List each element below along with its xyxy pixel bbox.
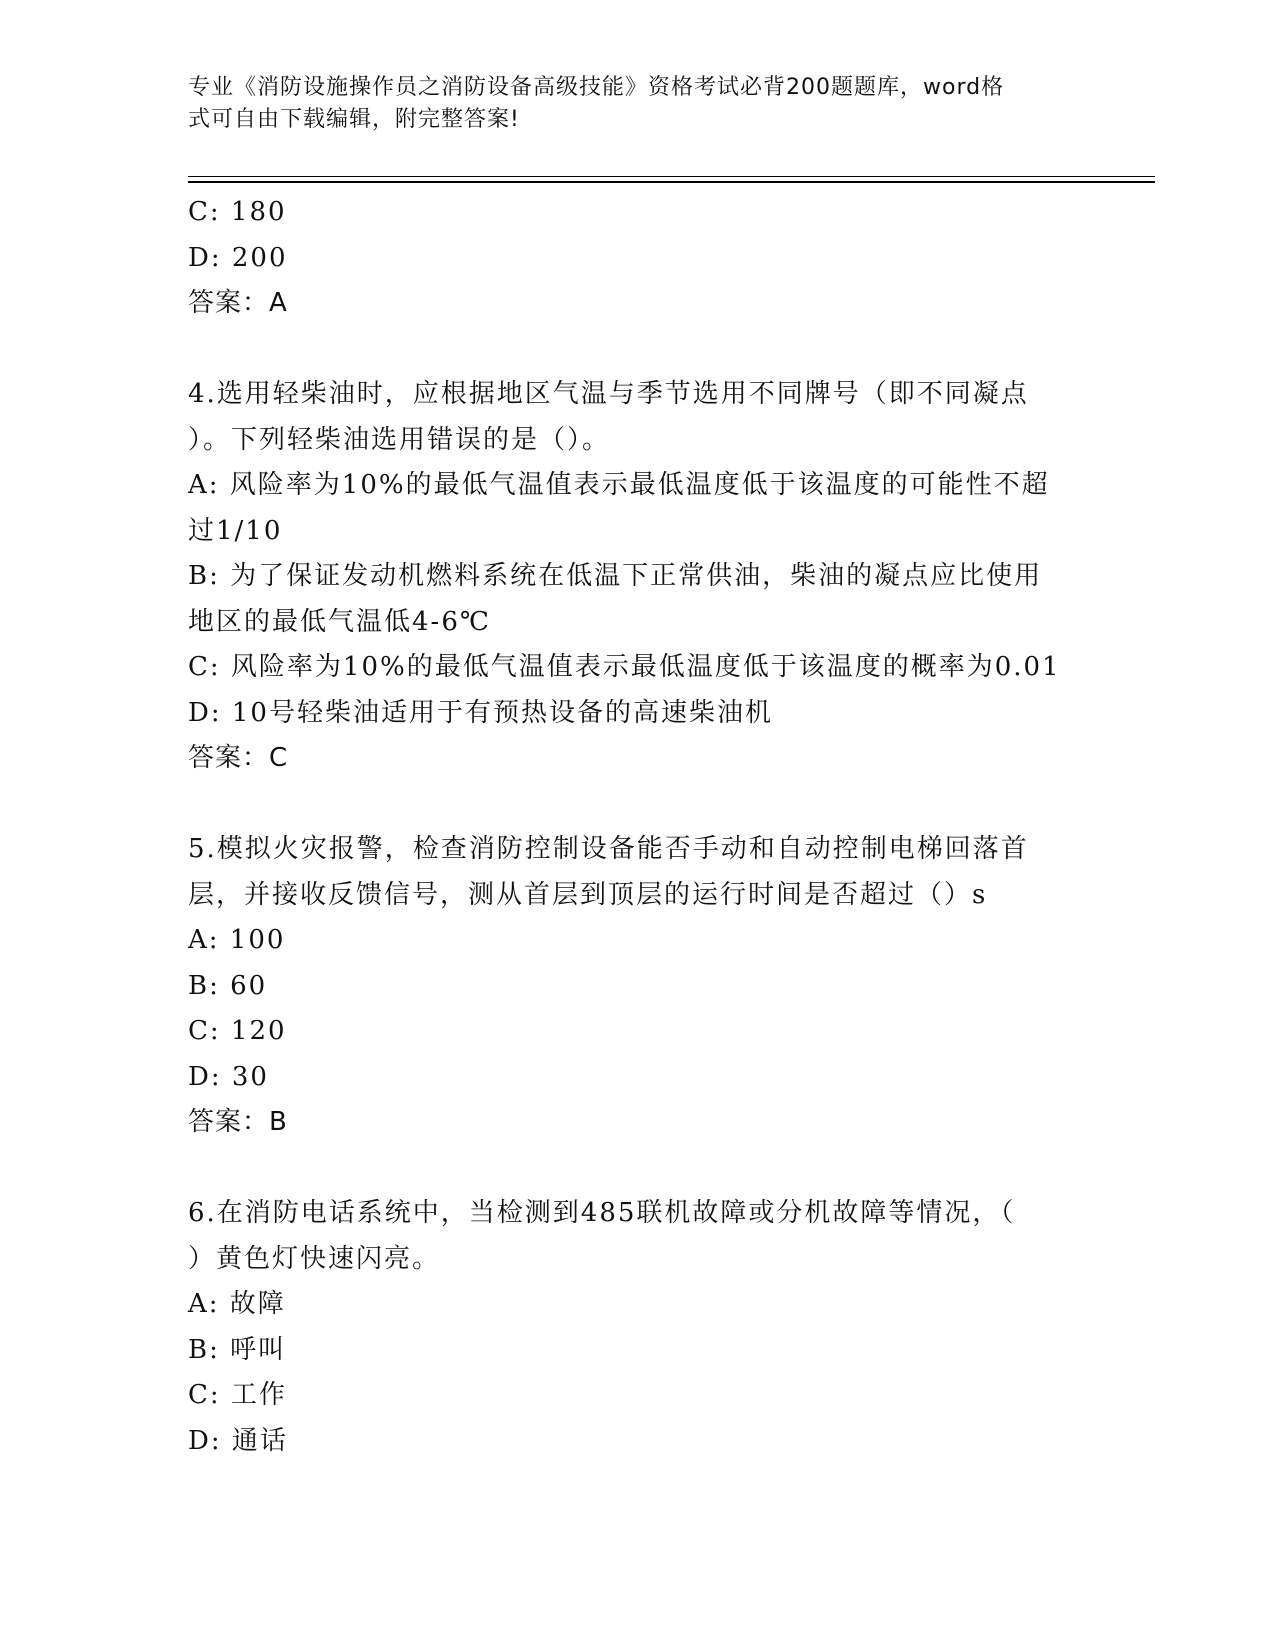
question-stem: ）。下列轻柴油选用错误的是（）。 — [188, 424, 611, 455]
option-b: B: 为了保证发动机燃料系统在低温下正常供油，柴油的凝点应比使用 — [188, 561, 1043, 591]
question-4 — [188, 372, 1088, 782]
question-stem: ）黄色灯快速闪亮。 — [188, 1243, 441, 1274]
option-c: C: 180 — [188, 197, 287, 227]
header-title-line-1: 专业《消防设施操作员之消防设备高级技能》资格考试必背200题题库，word格 — [188, 75, 1005, 100]
header-rule-thick — [188, 181, 1155, 183]
option-b: B: 呼叫 — [188, 1334, 287, 1365]
question-6 — [188, 1191, 1088, 1464]
header-rule-thin — [188, 176, 1155, 177]
answer-text: 答案：C — [188, 743, 289, 773]
spacer — [188, 1146, 1088, 1192]
spacer — [188, 327, 1088, 373]
document-header — [188, 72, 1088, 136]
option-b: 地区的最低气温低4-6℃ — [188, 606, 491, 637]
previous-question-tail — [188, 190, 1088, 327]
answer-text: 答案：B — [188, 1107, 288, 1137]
option-a: A: 100 — [188, 925, 286, 955]
question-list — [188, 190, 1088, 1464]
option-a: A: 故障 — [188, 1289, 286, 1319]
option-d: D: 200 — [188, 242, 288, 273]
option-c: C: 120 — [188, 1016, 287, 1046]
header-title-line-2: 式可自由下载编辑，附完整答案! — [188, 107, 520, 132]
answer-text: 答案：A — [188, 288, 288, 318]
option-b: B: 60 — [188, 970, 268, 1001]
option-a: A: 风险率为10%的最低气温值表示最低温度低于该温度的可能性不超 — [188, 470, 1050, 500]
question-stem: 6.在消防电话系统中，当检测到485联机故障或分机故障等情况，（ — [188, 1198, 1016, 1228]
option-c: C: 工作 — [188, 1380, 287, 1410]
question-stem: 层，并接收反馈信号，测从首层到顶层的运行时间是否超过（）s — [188, 879, 988, 910]
option-d: D: 30 — [188, 1061, 269, 1092]
option-c: C: 风险率为10%的最低气温值表示最低温度低于该温度的概率为0.01 — [188, 652, 1061, 682]
option-a: 过1/10 — [188, 515, 283, 546]
spacer — [188, 782, 1088, 828]
question-5 — [188, 827, 1088, 1146]
question-stem: 5.模拟火灾报警，检查消防控制设备能否手动和自动控制电梯回落首 — [188, 834, 1029, 864]
option-d: D: 10号轻柴油适用于有预热设备的高速柴油机 — [188, 697, 773, 728]
option-d: D: 通话 — [188, 1425, 288, 1456]
question-stem: 4.选用轻柴油时，应根据地区气温与季节选用不同牌号（即不同凝点 — [188, 379, 1029, 409]
